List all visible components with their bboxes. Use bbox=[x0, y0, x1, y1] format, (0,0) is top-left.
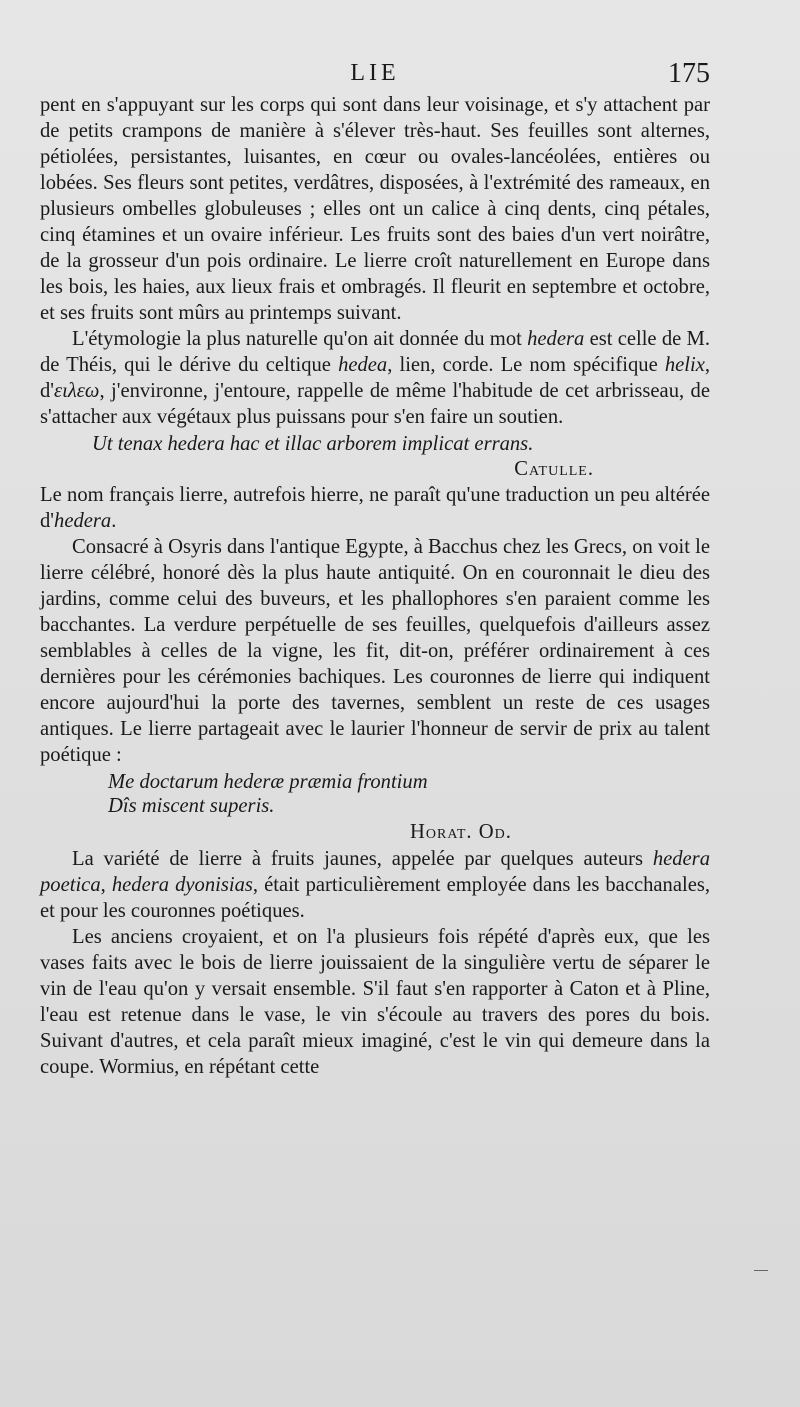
quote-horace-line-1: Me doctarum hederæ præmia frontium bbox=[108, 771, 428, 793]
greek-term: ειλεω bbox=[54, 380, 100, 402]
text-run: L'étymologie la plus naturelle qu'on ait donnée du mot bbox=[72, 328, 522, 350]
term-hedera-poetica: hedera poetica bbox=[40, 848, 710, 896]
text-run: , j'environne, j'entoure, rappelle de même l'habitude de cet arbrisseau, de s'attacher aux végétaux plus puissans pour s'en faire un soutien. bbox=[40, 380, 710, 428]
paragraph-etymology bbox=[40, 326, 710, 430]
running-head: LIE bbox=[350, 60, 400, 86]
term-hedera-dyonisias: hedera dyonisias bbox=[111, 874, 253, 896]
paragraph-consecration: Consacré à Osyris dans l'antique Egypte, à Bacchus chez les Grecs, on voit le lierre célébré, honoré dès la plus haute antiquité. On en couronnait le dieu des jardins, comme celui des buveurs, et les phallophores s'en paraient comme les bacchantes. La verdure perpétuelle de ses feuilles, quelquefois d'ailleurs assez semblables à celles de la vigne, les fit, dit-on, préférer ordinairement à ces dernières pour les cérémonies bachiques. Les couronnes de lierre qui indiquent encore aujourd'hui la porte des tavernes, semblent un reste de ces usages antiques. Le lierre partageait avec le laurier l'honneur de servir de prix au talent poétique : bbox=[40, 536, 710, 766]
attribution-horace: Horat. Od. bbox=[410, 821, 512, 843]
term-hedera: hedera bbox=[527, 328, 585, 350]
term-hedera: hedera bbox=[54, 510, 112, 532]
text-run: Le nom français lierre, autrefois hierre, ne paraît qu'une traduction un peu altérée d' bbox=[40, 484, 710, 532]
text-run: . bbox=[111, 510, 117, 532]
text-run: , était particulièrement employée dans les bacchanales, et pour les couronnes poétiques. bbox=[40, 874, 711, 922]
page-header bbox=[40, 58, 710, 92]
page-body bbox=[40, 92, 710, 1080]
term-helix: helix bbox=[664, 354, 705, 376]
text-run: , bbox=[100, 874, 106, 896]
term-hedea: hedea bbox=[338, 354, 388, 376]
quote-catullus: Ut tenax hedera hac et illac arborem implicat errans. bbox=[92, 433, 534, 455]
paragraph-french-name bbox=[40, 482, 710, 534]
quote-horace-line-2: Dîs miscent superis. bbox=[108, 795, 275, 817]
text-run: est celle de M. de Théis, qui le dérive du celtique bbox=[40, 328, 710, 376]
text-run: , lien, corde. Le nom spécifique bbox=[387, 354, 658, 376]
page-number: 175 bbox=[668, 58, 710, 89]
text-run: La variété de lierre à fruits jaunes, appelée par quelques auteurs bbox=[72, 848, 643, 870]
text-run: , d' bbox=[40, 354, 711, 402]
paragraph-1: pent en s'appuyant sur les corps qui sont dans leur voisinage, et s'y attachent par de petits crampons de manière à s'élever très-haut. Ses feuilles sont alternes, pétiolées, persistantes, luisantes, en cœur ou ovales-lancéolées, entières ou lobées. Ses fleurs sont petites, verdâtres, disposées, à l'extrémité des rameaux, en plusieurs ombelles globuleuses ; elles ont un calice à cinq dents, cinq pétales, cinq étamines et un ovaire inférieur. Les fruits sont des baies d'un vert noirâtre, de la grosseur d'un pois ordinaire. Le lierre croît naturellement en Europe dans les bois, les haies, aux lieux frais et ombragés. Il fleurit en septembre et octobre, et ses fruits sont mûrs au printemps suivant. bbox=[40, 94, 710, 324]
paragraph-variety bbox=[40, 846, 710, 924]
margin-mark bbox=[754, 1270, 768, 1271]
attribution-catullus: Catulle. bbox=[514, 458, 594, 480]
paragraph-ancients: Les anciens croyaient, et on l'a plusieurs fois répété d'après eux, que les vases faits avec le bois de lierre jouissaient de la singulière vertu de séparer le vin de l'eau qu'on y versait ensemble. S'il faut s'en rapporter à Caton et à Pline, l'eau est retenue dans le vase, le vin s'écoule au travers des pores du bois. Suivant d'autres, et cela paraît mieux imaginé, c'est le vin qui demeure dans la coupe. Wormius, en répétant cette bbox=[40, 926, 710, 1078]
